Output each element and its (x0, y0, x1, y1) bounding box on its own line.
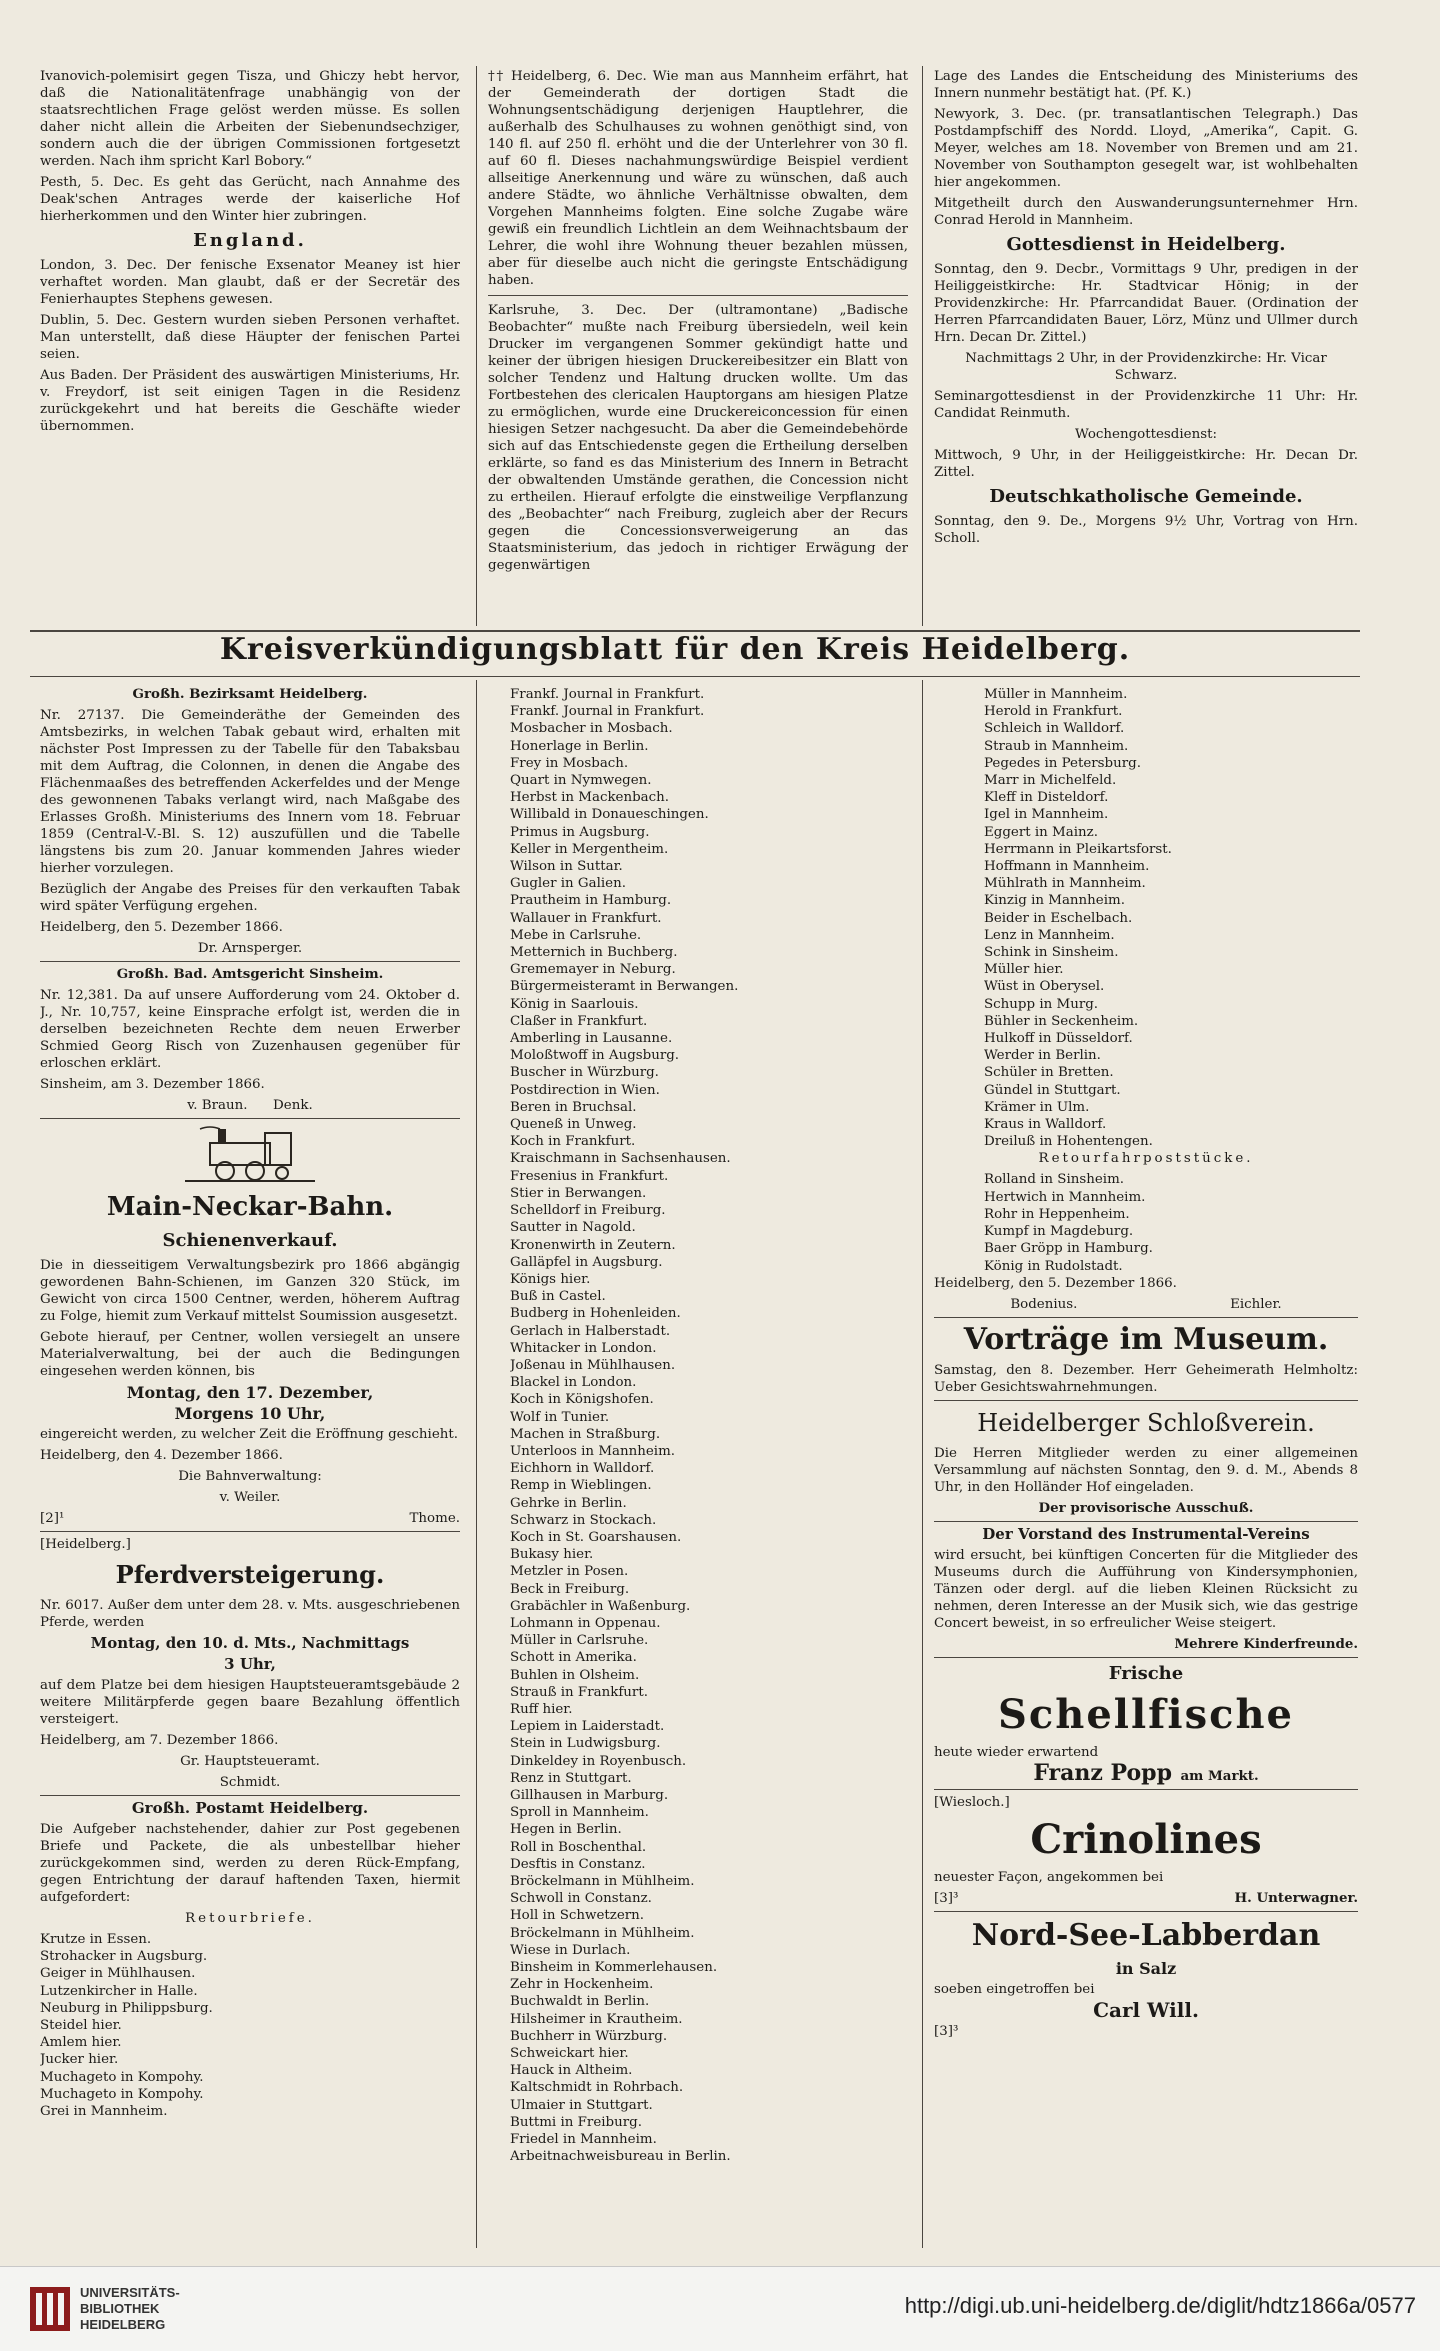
ad-subtitle: Schienenverkauf. (162, 1230, 338, 1251)
ad-kicker: Frische (1108, 1662, 1184, 1684)
list-item: Geiger in Mühlhausen. (40, 1966, 196, 1982)
list-item: Neuburg in Philippsburg. (40, 2000, 213, 2016)
ad-title-pferdversteigerung: Pferdversteigerung. (115, 1560, 385, 1589)
list-item: Kraischmann in Sachsenhausen. (510, 1151, 731, 1167)
list-item: Remp in Wieblingen. (510, 1478, 652, 1494)
column-rule (476, 680, 477, 2248)
list-item: Kinzig in Mannheim. (984, 893, 1125, 909)
ad-heading: Der Vorstand des Instrumental-Vereins (982, 1524, 1310, 1543)
top-column-2 (488, 68, 908, 628)
dateline: Heidelberg, am 7. Dezember 1866. (40, 1733, 279, 1748)
ad-subtitle: in Salz (1115, 1958, 1177, 1978)
place-tag: [Heidelberg.] (40, 1537, 131, 1552)
list-item: Beck in Freiburg. (510, 1581, 630, 1597)
list-item: Igel in Mannheim. (984, 807, 1109, 823)
list-item: Krutze in Essen. (40, 1932, 152, 1947)
source-url-link[interactable]: http://digi.ub.uni-heidelberg.de/diglit/hdtz1866a/0577 (904, 2293, 1416, 2318)
list-item: Strohacker in Augsburg. (40, 1949, 208, 1965)
ad-title-main-neckar: Main-Neckar-Bahn. (106, 1192, 394, 1222)
dateline: Sinsheim, am 3. Dezember 1866. (40, 1077, 265, 1092)
list-item: Ruff hier. (510, 1701, 573, 1717)
list-item: Willibald in Donaueschingen. (510, 807, 709, 823)
ad-heading: Großh. Bezirksamt Heidelberg. (132, 686, 368, 702)
list-item: Hertwich in Mannheim. (984, 1189, 1146, 1205)
paragraph: †† Heidelberg, 6. Dec. Wie man aus Mannheim erfährt, hat der Gemeinderath der dortigen Stadt die Wohnungsentschädigung derjenigen Hauptlehrer, die außerhalb des Schulhauses zu wohnen genöthigt sind, von 140 fl. auf 250 fl. erhöht und die der Unterlehrer von 30 fl. auf 60 fl. Dieses nachahmungswürdige Beispiel verdient allseitige Anerkennung und wäre zu wünschen, daß auch andere Städte, wo ähnliche Verhältnisse obwalten, dem Vorgehen Mannheims folgten. Eine solche Zugabe wäre gewiß ein freundlich Lichtlein an dem Weihnachtsbaum der Lehrer, die wohl ihre Wohnung theuer bezahlen müssen, aber für dieselbe auch nicht die geringste Entschädigung haben. (488, 69, 908, 288)
highlight-time: 3 Uhr, (224, 1655, 276, 1673)
dateline: Heidelberg, den 5. Dezember 1866. (40, 920, 283, 935)
ad-title-labberdan: Nord-See-Labberdan (971, 1917, 1321, 1953)
paragraph: Seminargottesdienst in der Providenzkirche 11 Uhr: Hr. Candidat Reinmuth. (934, 389, 1358, 421)
paragraph: soeben eingetroffen bei (934, 1981, 1095, 1997)
signature-name: Denk. (273, 1098, 313, 1113)
paragraph: Lage des Landes die Entscheidung des Ministeriums des Innern nunmehr bestätigt hat. (Pf. K.) (934, 69, 1358, 101)
paragraph: Newyork, 3. Dec. (pr. transatlantischen Telegraph.) Das Postdampfschiff des Nordd. Lloyd, „Amerika“, Capit. G. Meyer, welches am 18. November von Bremen und am 21. November von Southampton gesegelt war, ist wohlbehalten hier angekommen. (934, 107, 1358, 190)
paragraph: eingereicht werden, zu welcher Zeit die Eröffnung geschieht. (40, 1427, 459, 1442)
return-parcel-list (934, 1171, 1358, 1274)
divider (934, 1521, 1358, 1522)
paragraph: Pesth, 5. Dec. Es geht das Gerücht, nach Annahme des Deak'schen Antrages werde der kaiserliche Hof hierherkommen und den Winter hier zubringen. (40, 175, 460, 224)
list-item: Marr in Michelfeld. (984, 773, 1117, 789)
top-column-1 (40, 68, 460, 628)
list-item: König in Saarlouis. (510, 996, 639, 1012)
signature-name: Thome. (409, 1511, 460, 1526)
highlight-date: Montag, den 10. d. Mts., Nachmittags (90, 1634, 410, 1652)
list-item: Lenz in Mannheim. (984, 927, 1115, 943)
list-item: Hilsheimer in Krautheim. (510, 2011, 683, 2027)
list-item: Wallauer in Frankfurt. (510, 910, 662, 926)
paragraph: Die Aufgeber nachstehender, dahier zur Post gegebenen Briefe und Packete, die als unbestellbar hieher zurückgekommen sind, werden zu deren Rück-Empfang, gegen Entrichtung der darauf haftenden Taxen, hiermit aufgefordert: (40, 1822, 460, 1905)
ad-title-schellfische: Schellfische (998, 1690, 1294, 1738)
list-item: Herold in Frankfurt. (984, 704, 1123, 720)
column-rule (922, 680, 923, 2248)
divider (40, 1531, 460, 1532)
signature-row (934, 1890, 1358, 1907)
column-rule (476, 66, 477, 626)
ad-heading: Großh. Bad. Amtsgericht Sinsheim. (116, 966, 384, 982)
list-item: Buß in Castel. (510, 1289, 606, 1305)
list-item: Bühler in Seckenheim. (984, 1013, 1139, 1029)
paragraph: Nr. 6017. Außer dem unter dem 28. v. Mts. ausgeschriebenen Pferde, werden (40, 1598, 460, 1630)
list-item: Gündel in Stuttgart. (984, 1082, 1121, 1098)
paragraph: Karlsruhe, 3. Dec. Der (ultramontane) „Badische Beobachter“ mußte nach Freiburg übersiedeln, weil kein Drucker im vergangenen Sommer gekündigt hatte und keiner der übrigen hiesigen Druckereibesitzer ein Blatt von solcher Tendenz und Haltung drucken wollte. Um das Fortbestehen des clericalen Hauptorgans am hiesigen Platze zu ermöglichen, wurde eine Druckereiconcession für einen hiesigen Setzer nachgesucht. Da aber die Gemeindebehörde sich auf das Entschiedenste gegen die Ertheilung derselben erklärte, so fand es das Ministerium des Innern in Betracht der obwaltenden Umstände gerathen, die Concession nicht zu ertheilen. Hierauf erfolgte die einstweilige Verpflanzung des „Beobachter“ nach Freiburg, zugleich aber der Recurs gegen die Concessionsverweigerung an das Staatsministerium, das jedoch in richtiger Erwägung der gegenwärtigen (488, 303, 908, 573)
divider (40, 1118, 460, 1119)
divider (934, 1317, 1358, 1318)
list-item: Amlem hier. (40, 2035, 122, 2051)
paragraph: Mitgetheilt durch den Auswanderungsunternehmer Hrn. Conrad Herold in Mannheim. (934, 196, 1358, 228)
divider (40, 961, 460, 962)
list-item: Lutzenkircher in Halle. (40, 1983, 198, 1999)
paragraph: Sonntag, den 9. Decbr., Vormittags 9 Uhr, predigen in der Heiliggeistkirche: Hr. Stadtvicar Hönig; in der Providenzkirche: Hr. Pfarrcandidat Bauer. (Ordination der Herren Pfarrcandidaten Bauer, Lörz, Münz und Ullmer durch Hrn. Decan Dr. Zittel.) (934, 262, 1358, 345)
list-item: Koch in Frankfurt. (510, 1134, 636, 1150)
list-item: Unterloos in Mannheim. (510, 1443, 676, 1459)
list-item: Bröckelmann in Mühlheim. (510, 1874, 695, 1890)
list-item: Bürgermeisteramt in Berwangen. (510, 979, 739, 995)
list-item: Straub in Mannheim. (984, 738, 1129, 754)
list-item: Sproll in Mannheim. (510, 1805, 649, 1821)
paragraph: auf dem Platze bei dem hiesigen Hauptsteueramtsgebäude 2 weitere Militärpferde gegen baare Bezahlung öffentlich versteigert. (40, 1678, 460, 1727)
heading-gottesdienst: Gottesdienst in Heidelberg. (1006, 234, 1286, 255)
dateline: Heidelberg, den 5. Dezember 1866. (934, 1275, 1177, 1291)
list-item: Mühlrath in Mannheim. (984, 876, 1146, 892)
list-item: Pegedes in Petersburg. (984, 755, 1141, 771)
ad-title-vortraege: Vorträge im Museum. (963, 1321, 1329, 1357)
list-item: Fresenius in Frankfurt. (510, 1168, 669, 1184)
list-item: Kaltschmidt in Rohrbach. (510, 2080, 684, 2096)
list-item: Schott in Amerika. (510, 1650, 637, 1666)
paragraph: heute wieder erwartend (934, 1744, 1099, 1760)
list-item: Roll in Boschenthal. (510, 1839, 647, 1855)
list-item: Buchwaldt in Berlin. (510, 1994, 650, 2010)
lower-column-middle (510, 686, 910, 2246)
divider (934, 1657, 1358, 1658)
list-item: Schweickart hier. (510, 2046, 629, 2062)
top-column-3 (934, 68, 1358, 628)
paragraph: Die in diesseitigem Verwaltungsbezirk pro 1866 abgängig gewordenen Bahn-Schienen, im Ganzen 320 Stück, im Gewicht von circa 1500 Centner, werden, höherem Auftrag zu Folge, hiemit zum Verkauf mittelst Soumission ausgesetzt. (40, 1258, 460, 1324)
list-item: Schwarz in Stockach. (510, 1512, 657, 1528)
list-item: Wilson in Suttar. (510, 859, 623, 875)
list-item: Grei in Mannheim. (40, 2104, 168, 2120)
list-item: Prautheim in Hamburg. (510, 893, 672, 909)
library-name-line: HEIDELBERG (80, 2317, 166, 2332)
list-item: Queneß in Unweg. (510, 1117, 637, 1133)
list-item: Buhlen in Olsheim. (510, 1667, 640, 1683)
list-item: Herrmann in Pleikartsforst. (984, 841, 1172, 857)
paragraph: wird ersucht, bei künftigen Concerten für die Mitglieder des Museums durch die Aufführung von Kindersymphonien, Tänzen oder dergl. auf die lieben Kleinen Rücksicht zu nehmen, deren Interesse an der Musik sich, wie das gestrige Concert beweist, in so erfreulicher Weise steigert. (934, 1547, 1358, 1631)
list-item: Gehrke in Berlin. (510, 1495, 627, 1511)
divider (40, 1795, 460, 1796)
signature: Schmidt. (219, 1775, 281, 1790)
list-item: Joßenau in Mühlhausen. (510, 1357, 676, 1373)
list-item: Budberg in Hohenleiden. (510, 1306, 681, 1322)
return-letter-list (40, 1931, 460, 2120)
list-item: Hauck in Altheim. (510, 2063, 633, 2079)
list-item: Bukasy hier. (510, 1547, 594, 1563)
paragraph: London, 3. Dec. Der fenische Exsenator Meaney ist hier verhaftet worden. Man glaubt, daß er der Secretär des Fenierhauptes Stephens gewesen. (40, 258, 460, 307)
list-item: Gerlach in Halberstadt. (510, 1323, 671, 1339)
list-item: Lohmann in Oppenau. (510, 1615, 661, 1631)
list-item: Müller hier. (984, 962, 1064, 978)
list-item: Wüst in Oberysel. (984, 979, 1105, 995)
list-item: Friedel in Mannheim. (510, 2132, 657, 2148)
list-item: Bröckelmann in Mühlheim. (510, 1925, 695, 1941)
list-item: Grememayer in Neburg. (510, 962, 676, 978)
signature-name: v. Braun. (187, 1098, 248, 1113)
list-item: Kraus in Walldorf. (984, 1117, 1107, 1133)
paragraph: Gebote hierauf, per Centner, wollen versiegelt an unsere Materialverwaltung, bei der auch die Bedingungen eingesehen werden können, bis (40, 1330, 460, 1379)
list-item: Dinkeldey in Royenbusch. (510, 1753, 687, 1769)
list-item: Eggert in Mainz. (984, 824, 1098, 840)
list-item: Primus in Augsburg. (510, 824, 650, 840)
list-item: Schleich in Walldorf. (984, 721, 1125, 737)
list-item: Hulkoff in Düsseldorf. (984, 1031, 1133, 1047)
list-item: Buttmi in Freiburg. (510, 2114, 642, 2130)
list-item: Koch in Königshofen. (510, 1392, 654, 1408)
library-name-line: BIBLIOTHEK (80, 2301, 160, 2316)
signature: v. Weiler. (219, 1490, 281, 1505)
signature (40, 1097, 460, 1114)
ad-heading: Großh. Postamt Heidelberg. (131, 1799, 369, 1817)
highlight-time: Morgens 10 Uhr, (174, 1404, 326, 1423)
list-item: Steidel hier. (40, 2018, 122, 2034)
reference-mark: [3]³ (934, 1890, 959, 1906)
paragraph: Nr. 27137. Die Gemeinderäthe der Gemeinden des Amtsbezirks, in welchen Tabak gebaut wird, erhalten mit nächster Post Impressen zu der Tabelle für den Tabaksbau mit dem Auftrag, die Colonnen, in denen die Angabe des Flächenmaaßes des betreffenden Ackerfeldes und der Menge des gewonnenen Tabaks verlangt wird, nach Maßgabe des Erlasses Großh. Ministeriums des Innern vom 18. Februar 1859 (Central-V.-Bl. S. 12) auszufüllen und die Tabelle längstens bis zum 20. Januar kommenden Jahres wieder hierher vorzulegen. (40, 708, 460, 876)
list-item: Schink in Sinsheim. (984, 945, 1119, 961)
paragraph: Nachmittags 2 Uhr, in der Providenzkirche: Hr. Vicar Schwarz. (965, 351, 1327, 383)
lower-column-left (40, 684, 460, 2244)
list-item: Herbst in Mackenbach. (510, 790, 670, 806)
list-item: Rolland in Sinsheim. (984, 1172, 1125, 1188)
ad-title-crinolines: Crinolines (1030, 1815, 1262, 1863)
return-letter-list (934, 686, 1358, 1150)
library-name (80, 2285, 180, 2333)
divider (934, 1400, 1358, 1401)
signature-name: Bodenius. (1010, 1296, 1078, 1312)
list-item: Honerlage in Berlin. (510, 738, 649, 754)
merchant-name: Carl Will. (1093, 1997, 1199, 2022)
list-item: Metternich in Buchberg. (510, 945, 678, 961)
list-item: Kleff in Disteldorf. (984, 790, 1109, 806)
list-item: Rohr in Heppenheim. (984, 1206, 1130, 1222)
signature-row (934, 1296, 1358, 1313)
divider (934, 1911, 1358, 1912)
list-item: Kumpf in Magdeburg. (984, 1224, 1134, 1240)
list-item: Müller in Mannheim. (984, 687, 1128, 702)
list-item: Gugler in Galien. (510, 876, 626, 892)
highlight-date: Montag, den 17. Dezember, (126, 1383, 374, 1402)
signature: Die Bahnverwaltung: (178, 1469, 322, 1484)
list-item: Koch in St. Goarshausen. (510, 1529, 682, 1545)
column-rule (922, 66, 923, 626)
list-item: Wiese in Durlach. (510, 1942, 631, 1958)
paragraph: Samstag, den 8. Dezember. Herr Geheimerath Helmholtz: Ueber Gesichtswahrnehmungen. (934, 1362, 1358, 1395)
list-item: Buscher in Würzburg. (510, 1065, 659, 1081)
list-item: Mosbacher in Mosbach. (510, 721, 673, 737)
list-item: Renz in Stuttgart. (510, 1770, 632, 1786)
list-item: Hoffmann in Mannheim. (984, 859, 1150, 875)
paragraph: Ivanovich-polemisirt gegen Tisza, und Ghiczy hebt hervor, daß die Nationalitätenfrage unabhängig von der staatsrechtlichen Frage gelöst werden müsse. Es sollen daher nicht allein die Arbeiten der Siebenundsechziger, sondern auch die der übrigen Commissionen fortgesetzt werden. Nach ihm spricht Karl Bobory.“ (40, 69, 460, 169)
list-item: Schelldorf in Freiburg. (510, 1203, 666, 1219)
list-item: Werder in Berlin. (984, 1048, 1101, 1064)
library-name-line: UNIVERSITÄTS- (80, 2285, 180, 2300)
list-item: Holl in Schwetzern. (510, 1908, 645, 1924)
reference-mark: [2]¹ (40, 1511, 65, 1526)
lower-column-right (934, 686, 1358, 2246)
list-item: Kronenwirth in Zeutern. (510, 1237, 676, 1253)
list-item: Stein in Ludwigsburg. (510, 1736, 661, 1752)
paragraph: Wochengottesdienst: (1075, 427, 1217, 442)
list-subheading: Retourfahrpoststücke. (1038, 1151, 1254, 1167)
dateline: Heidelberg, den 4. Dezember 1866. (40, 1448, 283, 1463)
list-item: Schwoll in Constanz. (510, 1891, 652, 1907)
list-item: Moloßtwoff in Augsburg. (510, 1048, 680, 1064)
list-item: Frey in Mosbach. (510, 755, 629, 771)
list-item: Hegen in Berlin. (510, 1822, 622, 1838)
list-item: Krämer in Ulm. (984, 1099, 1090, 1115)
list-item: Jucker hier. (40, 2052, 119, 2068)
list-item: Blackel in London. (510, 1375, 637, 1391)
paragraph: Die Herren Mitglieder werden zu einer allgemeinen Versammlung auf nächsten Sonntag, den 9. d. M., Abends 8 Uhr, in den Holländer Hof eingeladen. (934, 1445, 1358, 1495)
list-item: Binsheim in Kommerlehausen. (510, 1960, 718, 1976)
university-library-logo-icon (30, 2287, 70, 2331)
list-item: Lepiem in Laiderstadt. (510, 1719, 665, 1735)
list-item: Gillhausen in Marburg. (510, 1788, 669, 1803)
list-item: Muchageto in Kompohy. (40, 2069, 204, 2085)
list-item: Galläpfel in Augsburg. (510, 1254, 663, 1270)
signature-name: Eichler. (1230, 1296, 1282, 1312)
divider (934, 1789, 1358, 1790)
heading-deutschkatholisch: Deutschkatholische Gemeinde. (989, 486, 1303, 507)
list-item: Frankf. Journal in Frankfurt. (510, 687, 705, 702)
signature-row (934, 1759, 1358, 1786)
list-item: Quart in Nymwegen. (510, 773, 652, 789)
list-item: Frankf. Journal in Frankfurt. (510, 704, 705, 720)
footer-bar (0, 2266, 1440, 2351)
signature: Mehrere Kinderfreunde. (1174, 1635, 1358, 1652)
paragraph: Sonntag, den 9. De., Morgens 9½ Uhr, Vortrag von Hrn. Scholl. (934, 514, 1358, 546)
locomotive-icon (180, 1125, 320, 1185)
place-tag: [Wiesloch.] (934, 1794, 1010, 1810)
list-item: Müller in Carlsruhe. (510, 1633, 649, 1649)
list-item: König in Rudolstadt. (984, 1258, 1123, 1274)
list-item: Wolf in Tunier. (510, 1409, 610, 1425)
list-item: Königs hier. (510, 1271, 591, 1287)
signature: Gr. Hauptsteueramt. (180, 1754, 320, 1769)
list-item: Mebe in Carlsruhe. (510, 927, 642, 943)
signature-row (40, 1510, 460, 1527)
list-item: Baer Gröpp in Hamburg. (984, 1241, 1153, 1257)
list-item: Beider in Eschelbach. (984, 910, 1133, 926)
list-item: Schüler in Bretten. (984, 1065, 1114, 1081)
list-item: Metzler in Posen. (510, 1564, 629, 1580)
paragraph: Bezüglich der Angabe des Preises für den verkauften Tabak wird später Verfügung ergehen. (40, 882, 460, 914)
list-item: Claßer in Frankfurt. (510, 1013, 648, 1029)
ad-title-schlossverein: Heidelberger Schloßverein. (977, 1408, 1315, 1437)
list-item: Dreiluß in Hohentengen. (984, 1134, 1153, 1150)
list-item: Schupp in Murg. (984, 996, 1099, 1012)
list-item: Amberling in Lausanne. (510, 1031, 673, 1047)
paragraph: Nr. 12,381. Da auf unsere Aufforderung vom 24. Oktober d. J., Nr. 10,757, keine Einsprache erfolgt ist, werden die in derselben bezeichneten Rechte dem neuen Erwerber Schmied Georg Risch von Zuzenhausen gegenüber für erloschen erklärt. (40, 988, 460, 1071)
paragraph: Dublin, 5. Dec. Gestern wurden sieben Personen verhaftet. Man unterstellt, daß diese Häupter der fenischen Partei seien. (40, 313, 460, 362)
list-item: Keller in Mergentheim. (510, 841, 669, 857)
list-subheading: Retourbriefe. (185, 1911, 315, 1926)
list-item: Beren in Bruchsal. (510, 1099, 637, 1115)
list-item: Strauß in Frankfurt. (510, 1684, 648, 1700)
paragraph: Aus Baden. Der Präsident des auswärtigen Ministeriums, Hr. v. Freydorf, ist seit einigen Tagen in die Residenz zurückgekehrt und hat bereits die Geschäfte wieder übernommen. (40, 368, 460, 434)
paragraph: neuester Façon, angekommen bei (934, 1869, 1164, 1885)
list-item: Arbeitnachweisbureau in Berlin. (510, 2149, 731, 2165)
paragraph: Mittwoch, 9 Uhr, in der Heiliggeistkirche: Hr. Decan Dr. Zittel. (934, 448, 1358, 480)
merchant-name: H. Unterwagner. (1234, 1889, 1358, 1906)
merchant-name: Franz Popp (1033, 1759, 1172, 1786)
list-item: Zehr in Hockenheim. (510, 1977, 654, 1993)
list-item: Machen in Straßburg. (510, 1426, 661, 1442)
signature: Dr. Arnsperger. (197, 941, 303, 956)
list-item: Buchherr in Würzburg. (510, 2028, 668, 2044)
list-item: Desftis in Constanz. (510, 1856, 646, 1872)
list-item: Stier in Berwangen. (510, 1185, 647, 1201)
merchant-location: am Markt. (1180, 1767, 1259, 1784)
reference-mark: [3]³ (934, 2023, 959, 2039)
section-rule-bottom (30, 676, 1360, 677)
list-item: Postdirection in Wien. (510, 1082, 660, 1098)
list-item: Ulmaier in Stuttgart. (510, 2097, 653, 2113)
list-item: Muchageto in Kompohy. (40, 2086, 204, 2102)
list-item: Eichhorn in Walldorf. (510, 1461, 655, 1477)
heading-england: England. (193, 230, 307, 251)
divider (488, 295, 908, 296)
list-item: Whitacker in London. (510, 1340, 657, 1356)
list-item: Sautter in Nagold. (510, 1220, 636, 1236)
list-item: Grabächler in Waßenburg. (510, 1598, 691, 1614)
signature: Der provisorische Ausschuß. (1038, 1499, 1254, 1516)
section-title: Kreisverkündigungsblatt für den Kreis Heidelberg. (219, 632, 1131, 667)
